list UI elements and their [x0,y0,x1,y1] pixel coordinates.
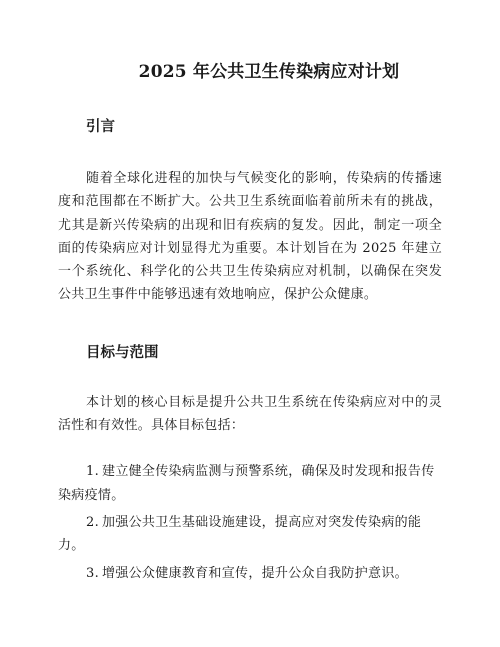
introduction-paragraph: 随着全球化进程的加快与气候变化的影响，传染病的传播速度和范围都在不断扩大。公共卫生系统面临着前所未有的挑战，尤其是新兴传染病的出现和旧有疾病的复发。因此，制定一项全面的传染病应对计划显得尤为重要。本计划旨在为 2025 年建立一个系统化、科学化的公共卫生传染病应对机制，以确保在突发公共卫生事件中能够迅速有效地响应，保护公众健康。 [58,171,442,303]
goals-list [58,460,442,584]
list-item-number: 3. [86,565,100,581]
list-item [58,562,442,585]
goals-paragraph: 本计划的核心目标是提升公共卫生系统在传染病应对中的灵活性和有效性。具体目标包括： [58,394,442,434]
list-item-number: 1. [86,464,100,480]
document-title: 2025 年公共卫生传染病应对计划 [138,62,400,82]
list-item-text: 加强公共卫生基础设施建设，提高应对突发传染病的能力。 [58,514,422,554]
list-item [58,460,442,507]
section-heading-goals-scope: 目标与范围 [86,344,159,361]
section-heading-introduction: 引言 [86,119,115,135]
list-item-text: 增强公众健康教育和宣传，提升公众自我防护意识。 [102,565,408,581]
list-item-number: 2. [86,514,100,530]
list-item [58,511,442,558]
list-item-text: 建立健全传染病监测与预警系统，确保及时发现和报告传染病疫情。 [58,464,435,503]
